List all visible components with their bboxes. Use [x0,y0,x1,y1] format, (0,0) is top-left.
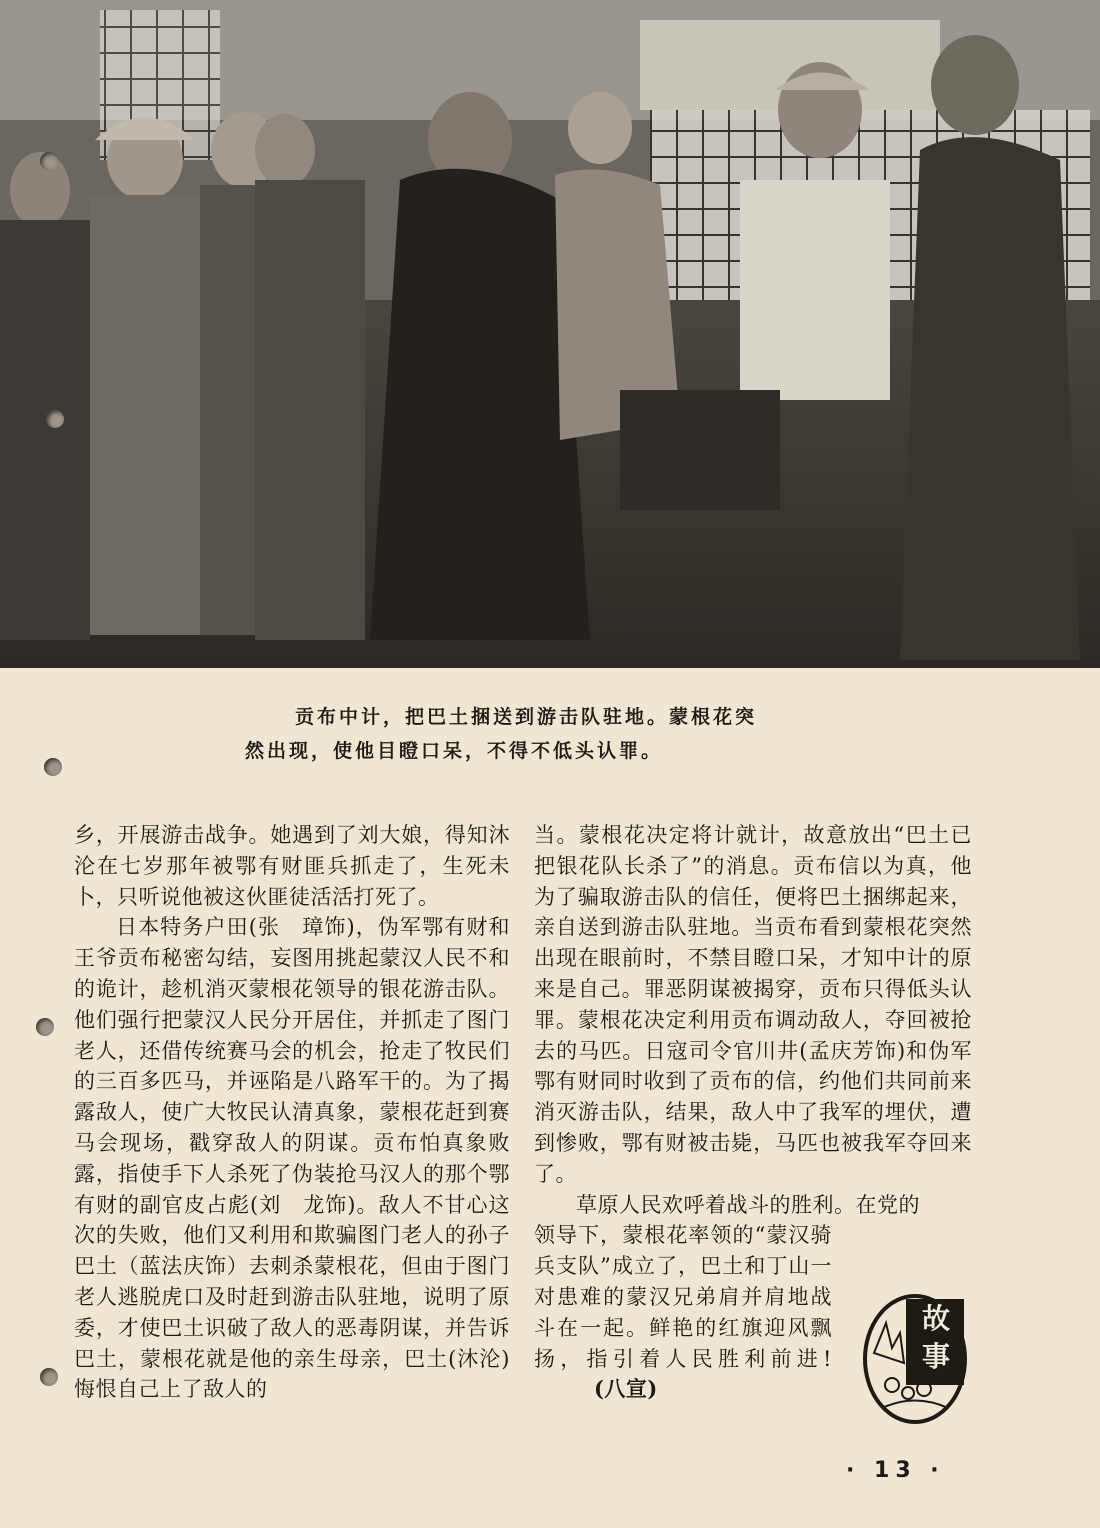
film-still-photo [0,0,1100,668]
right-paragraph-2-start: 草原人民欢呼着战斗的胜利。在党的 [576,1192,920,1217]
left-paragraph-1: 乡，开展游击战争。她遇到了刘大娘，得知沐沦在七岁那年被鄂有财匪兵抓走了，生死未卜，只听说他被这伙匪徒活活打死了。 [74,823,510,909]
caption-line-2: 然出现，使他目瞪口呆，不得不低头认罪。 [245,740,664,762]
binding-hole-upper [46,410,64,428]
binding-hole-middle [44,758,62,776]
binding-hole-bottom [40,1368,58,1386]
film-still-illustration [0,0,1100,668]
binding-hole-top [40,152,58,170]
right-paragraph-2-rest [534,1220,832,1405]
author-signature: (八宣) [594,1376,658,1402]
article-left-column [74,820,510,1405]
seal-char-2: 事 [921,1340,950,1373]
right-paragraph-1: 当。蒙根花决定将计就计，故意放出“巴土已把银花队长杀了”的消息。贡布信以为真，他为了骗取游击队的信任，便将巴土捆绑起来，亲自送到游击队驻地。当贡布看到蒙根花突然出现在眼前时，不禁目瞪口呆，才知中计的原来是自己。罪恶阴谋被揭穿，贡布只得低头认罪。蒙根花决定利用贡布调动敌人，夺回被抢去的马匹。日寇司令官川井(孟庆芳饰)和伪军鄂有财同时收到了贡布的信，约他们共同前来消灭游击队，结果，敌人中了我军的埋伏，遭到惨败，鄂有财被击毙，马匹也被我军夺回来了。 [534,823,972,1186]
binding-hole-lower [36,1018,54,1036]
photo-caption [150,700,950,768]
left-paragraph-2: 日本特务户田(张 璋饰)，伪军鄂有财和王爷贡布秘密勾结，妄图用挑起蒙汉人民不和的诡计，趁机消灭蒙根花领导的银花游击队。他们强行把蒙汉人民分开居住，并抓走了图门老人，还借传统赛马会的机会，抢走了牧民们的三百多匹马，并诬陷是八路军干的。为了揭露敌人，使广大牧民认清真象，蒙根花赶到赛马会现场，戳穿敌人的阴谋。贡布怕真象败露，指使手下人杀死了伪装抢马汉人的那个鄂有财的副官皮占彪(刘 龙饰)。敌人不甘心这次的失败，他们又利用和欺骗图门老人的孙子巴土（蓝法庆饰）去刺杀蒙根花，但由于图门老人逃脱虎口及时赶到游击队驻地，说明了原委，才使巴土识破了敌人的恶毒阴谋，并告诉巴土，蒙根花就是他的亲生母亲，巴土(沐沦)悔恨自己上了敌人的 [74,915,510,1402]
seal-label [908,1300,964,1376]
page-number: · 13 · [846,1458,945,1483]
right-paragraph-2-body: 领导下，蒙根花率领的“蒙汉骑兵支队”成立了，巴土和丁山一对患难的蒙汉兄弟肩并肩地战斗在一起。鲜艳的红旗迎风飘扬，指引着人民胜利前进! [534,1223,832,1371]
seal-char-1: 故 [921,1302,950,1335]
caption-line-1: 贡布中计，把巴土捆送到游击队驻地。蒙根花突 [295,706,758,728]
